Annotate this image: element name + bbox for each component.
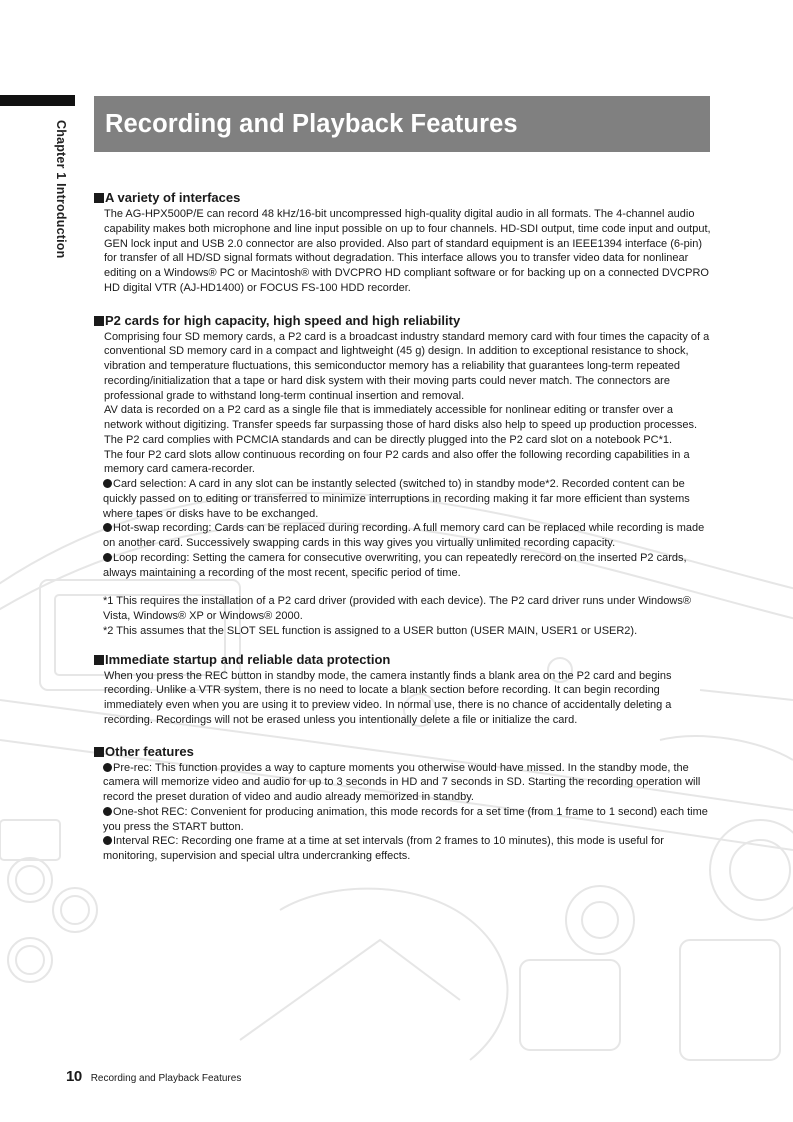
round-bullet-icon: [103, 523, 112, 532]
section-heading: A variety of interfaces: [94, 190, 714, 206]
page-number: 10: [66, 1068, 82, 1085]
footnote-mark: *2: [103, 624, 114, 637]
footnote-2: [103, 624, 712, 639]
square-bullet-icon: [94, 193, 104, 203]
square-bullet-icon: [94, 655, 104, 665]
list-item-card-selection: [103, 477, 712, 521]
list-item-loop-recording: [103, 551, 712, 581]
chapter-label: Chapter 1 Introduction: [54, 120, 68, 259]
bullet-label: Card selection:: [113, 478, 187, 490]
running-title: Recording and Playback Features: [90, 1073, 242, 1084]
round-bullet-icon: [103, 479, 112, 488]
round-bullet-icon: [103, 807, 112, 816]
page-footer: [66, 1068, 241, 1085]
paragraph: When you press the REC button in standby mode, the camera instantly finds a blank area on the P2 card and begins recording. Unlike a VTR system, there is no need to locate a blank section before recording. It can begin recording immediately even when you are using it to preview video. In normal use, there is no chance of accidentally deleting a recording. Recordings will not be erased unless you intentionally delete a file or initialize the card.: [104, 669, 672, 726]
bullet-label: Interval REC:: [113, 835, 179, 848]
section-startup-protection: [94, 652, 714, 728]
chapter-marker-bar: [0, 95, 75, 106]
section-heading: Immediate startup and reliable data protection: [94, 652, 714, 668]
footnote-mark: *1: [103, 595, 114, 608]
round-bullet-icon: [103, 763, 112, 772]
page-title: Recording and Playback Features: [105, 109, 518, 138]
bullet-text: Cards can be replaced during recording. A full memory card can be replaced while recording is made on another card. Successively swapping cards in this way gives you virtually unlimited recording capacity.: [103, 522, 705, 549]
list-item-hot-swap: [103, 521, 712, 551]
bullet-text: Recording one frame at a time at set intervals (from 2 frames to 10 minutes), this mode is useful for monitoring, supervision and special ultra undercranking effects.: [103, 835, 664, 862]
list-item-interval-rec: [103, 834, 712, 864]
square-bullet-icon: [94, 316, 104, 326]
bullet-text: Convenient for producing animation, this mode records for a set time (from 1 frame to 1 second) each time you press the START button.: [103, 805, 708, 833]
square-bullet-icon: [94, 747, 104, 757]
list-item-pre-rec: [103, 761, 712, 805]
paragraph: Comprising four SD memory cards, a P2 card is a broadcast industry standard memory card with four times the capacity of a conventional SD memory card in a compact and lightweight (45 g) design. In addition to exceptional resistance to shock, vibration and temperature fluctuations, this semiconductor memory has a reliability that guarantees long-term repeated recording/initialization that a tape or hard disk system with their moving parts could never match. The connectors are professional grade to withstand long-term continual insertion and removal.: [104, 330, 710, 402]
bullet-label: Hot-swap recording:: [113, 522, 212, 535]
section-heading: P2 cards for high capacity, high speed and high reliability: [94, 313, 714, 329]
bullet-label: Pre-rec:: [113, 761, 153, 774]
bullet-text: Setting the camera for consecutive overwriting, you can repeatedly rerecord on the inserted P2 cards, always maintaining a recording of the most recent, specific period of time.: [103, 551, 687, 579]
paragraph: AV data is recorded on a P2 card as a single file that is immediately accessible for nonlinear editing or transfer over a network without digitizing. Transfer speeds far surpassing those of hard disks also help to speed up production processes. The P2 card complies with PCMCIA standards and can be directly plugged into the P2 card slot on a notebook PC*1.: [104, 404, 698, 446]
footnote-text: This assumes that the SLOT SEL function is assigned to a USER button (USER MAIN, USER1 or USER2).: [116, 624, 638, 637]
paragraph: The four P2 card slots allow continuous recording on four P2 cards and also offer the following recording capabilities in a memory card camera-recorder.: [104, 448, 690, 476]
list-item-one-shot-rec: [103, 805, 712, 835]
footnote-1: [103, 594, 712, 624]
section-other-features: [94, 744, 714, 864]
page-content: [94, 190, 714, 864]
round-bullet-icon: [103, 553, 112, 562]
footnote-text: This requires the installation of a P2 card driver (provided with each device). The P2 card driver runs under Windows® Vista, Windows® XP or Windows® 2000.: [103, 595, 691, 622]
section-heading: Other features: [94, 744, 714, 760]
paragraph: The AG-HPX500P/E can record 48 kHz/16-bit uncompressed high-quality digital audio in all formats. The 4-channel audio capability makes both microphone and line input possible on up to four channels. HD-SDI output, time code input and output, GEN lock input and USB 2.0 connector are also provided. Also part of standard equipment is an IEEE1394 interface (6-pin) for transfer of all HD/SD signal formats without degradation. This interface allows you to transfer video data for nonlinear editing on a Windows® PC or Macintosh® with DVCPRO HD compliant software or for backing up on a connected DVCPRO HD digital VTR (AJ-HD1400) or FOCUS FS-100 HDD recorder.: [104, 208, 711, 294]
section-interfaces: [94, 190, 714, 296]
bullet-label: One-shot REC:: [113, 805, 188, 818]
round-bullet-icon: [103, 836, 112, 845]
page-title-banner: [94, 96, 710, 152]
bullet-label: Loop recording:: [113, 551, 190, 564]
section-p2-cards: [94, 313, 714, 639]
bullet-text: A card in any slot can be instantly selected (switched to) in standby mode*2. Recorded content can be quickly passed on to editing or transferred to minimize interruptions in recording making it far more efficient than systems where tapes or disks have to be exchanged.: [103, 478, 690, 520]
bullet-text: This function provides a way to capture moments you otherwise would have missed. In the standby mode, the camera will memorize video and audio for up to 3 seconds in HD and 7 seconds in SD. Starting the recording operation will record the preset duration of video and audio already memorized in standby.: [103, 761, 701, 803]
